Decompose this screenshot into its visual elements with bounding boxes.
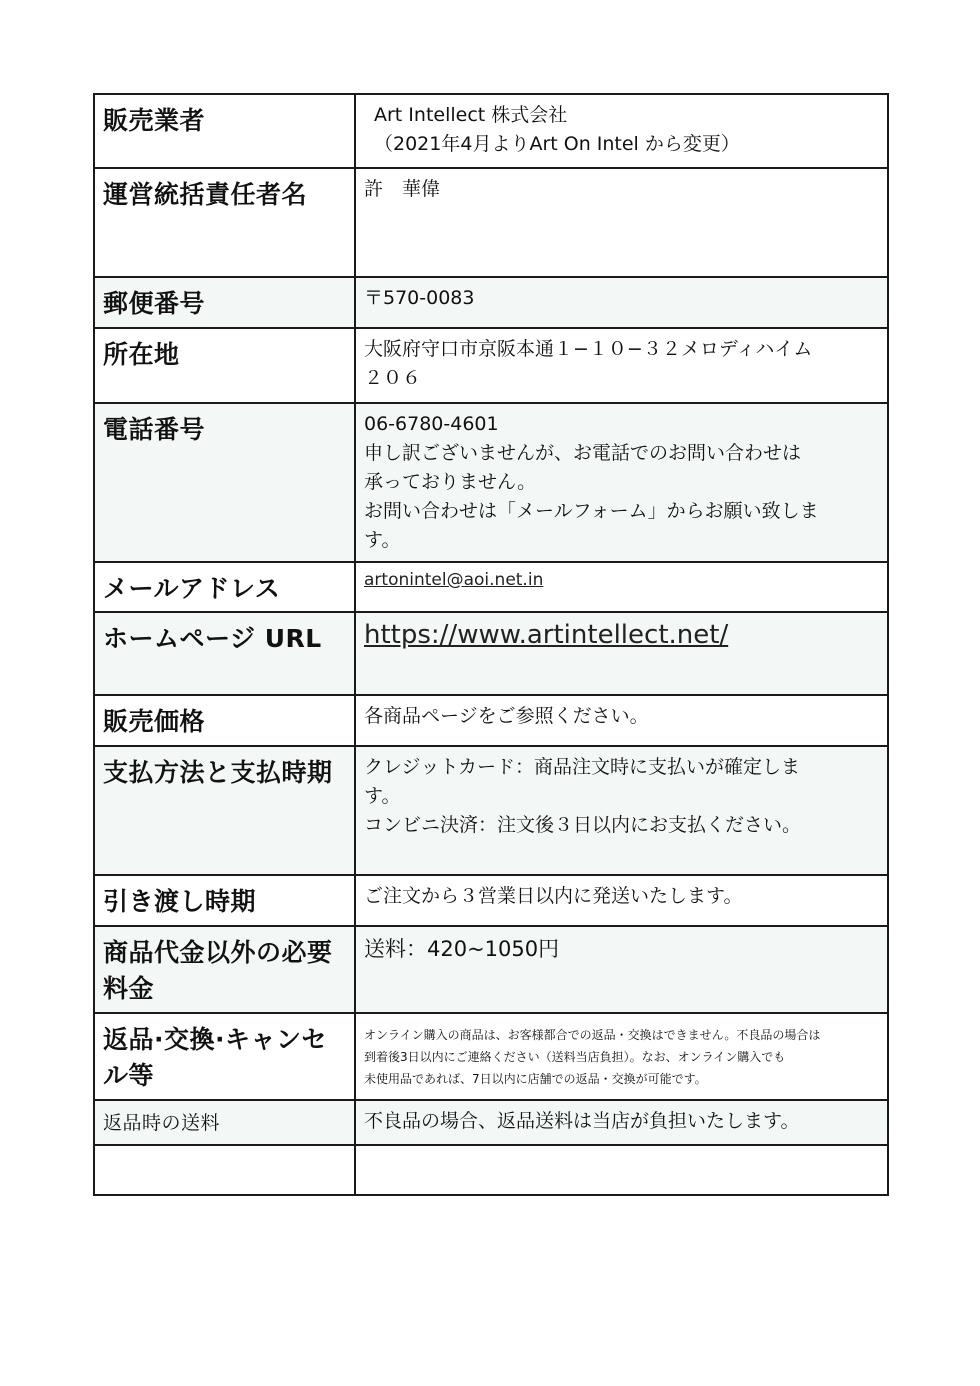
seller-note: （2021年4月よりArt On Intel から変更） xyxy=(374,133,740,155)
shipping-fee: 送料：420~1050円 xyxy=(364,937,560,961)
label-line: 商品代金以外の必要 xyxy=(103,938,333,967)
row-value xyxy=(356,169,887,204)
row-value xyxy=(356,1101,887,1136)
phone-note: す。 xyxy=(364,529,401,551)
row-value xyxy=(356,329,887,393)
row-label: 郵便番号 xyxy=(103,289,206,318)
phone-note: お問い合わせは「メールフォーム」からお願い致しま xyxy=(364,500,819,522)
row-seller xyxy=(94,94,888,168)
row-email xyxy=(94,562,888,612)
row-value xyxy=(356,747,887,840)
phone-number: 06-6780-4601 xyxy=(364,413,499,435)
row-label xyxy=(95,1014,354,1094)
phone-note: 承っておりません。 xyxy=(364,471,537,493)
legal-notice-table xyxy=(93,93,889,1196)
row-label: メールアドレス xyxy=(103,574,281,603)
row-value xyxy=(356,95,887,159)
phone-note: 申し訳ございませんが、お電話でのお問い合わせは xyxy=(364,442,802,464)
row-label: 引き渡し時期 xyxy=(103,887,257,916)
payment-convenience-store: コンビニ決済：注文後３日以内にお支払ください。 xyxy=(364,814,802,836)
row-returns xyxy=(94,1013,888,1100)
payment-credit-card-cont: す。 xyxy=(364,785,401,807)
row-value xyxy=(356,1014,887,1090)
row-delivery xyxy=(94,875,888,926)
row-label: 返品時の送料 xyxy=(103,1112,221,1134)
price-note: 各商品ページをご参照ください。 xyxy=(364,705,649,727)
row-label xyxy=(95,927,354,1007)
row-phone xyxy=(94,403,888,562)
row-return-shipping xyxy=(94,1100,888,1145)
row-label: 販売業者 xyxy=(103,106,206,135)
row-label: 運営統括責任者名 xyxy=(103,180,308,209)
returns-policy: 到着後3日以内にご連絡ください（送料当店負担）。なお、オンライン購入でも xyxy=(364,1050,786,1064)
label-line: 料金 xyxy=(103,974,155,1003)
row-label: 支払方法と支払時期 xyxy=(103,758,333,787)
row-homepage xyxy=(94,612,888,695)
row-label: 販売価格 xyxy=(103,707,206,736)
homepage-link[interactable]: https://www.artintellect.net/ xyxy=(364,620,729,650)
row-label: ホームページ URL xyxy=(103,624,322,653)
row-value xyxy=(356,696,887,731)
row-value xyxy=(356,876,887,911)
seller-name: Art Intellect 株式会社 xyxy=(374,104,568,126)
email-link[interactable]: artonintel@aoi.net.in xyxy=(364,570,544,590)
row-value xyxy=(356,1146,887,1152)
row-label xyxy=(95,1146,354,1154)
row-value xyxy=(356,404,887,555)
row-value xyxy=(356,927,887,965)
row-payment xyxy=(94,746,888,875)
label-line: 返品·交換·キャンセ xyxy=(103,1025,327,1054)
delivery-note: ご注文から３営業日以内に発送いたします。 xyxy=(364,885,743,907)
row-manager xyxy=(94,168,888,277)
row-value xyxy=(356,278,887,313)
payment-credit-card: クレジットカード：商品注文時に支払いが確定しま xyxy=(364,756,800,778)
row-extra-fees xyxy=(94,926,888,1013)
row-value xyxy=(356,613,887,653)
label-line: ル等 xyxy=(103,1061,155,1090)
returns-policy: オンライン購入の商品は、お客様都合での返品・交換はできません。不良品の場合は xyxy=(364,1028,821,1042)
row-value xyxy=(356,563,887,593)
returns-policy: 未使用品であれば、7日以内に店舗での返品・交換が可能です。 xyxy=(364,1072,707,1086)
manager-name: 許 華偉 xyxy=(364,178,441,200)
address-line-1: 大阪府守口市京阪本通１−１０−３２メロディハイム xyxy=(364,338,813,360)
row-empty xyxy=(94,1145,888,1195)
postal-code: 〒570-0083 xyxy=(364,287,475,309)
row-label: 電話番号 xyxy=(103,415,206,444)
row-price xyxy=(94,695,888,746)
address-line-2: ２０６ xyxy=(364,367,422,389)
row-address xyxy=(94,328,888,403)
row-label: 所在地 xyxy=(103,340,180,369)
return-shipping-note: 不良品の場合、返品送料は当店が負担いたします。 xyxy=(364,1110,800,1132)
row-postal-code xyxy=(94,277,888,328)
